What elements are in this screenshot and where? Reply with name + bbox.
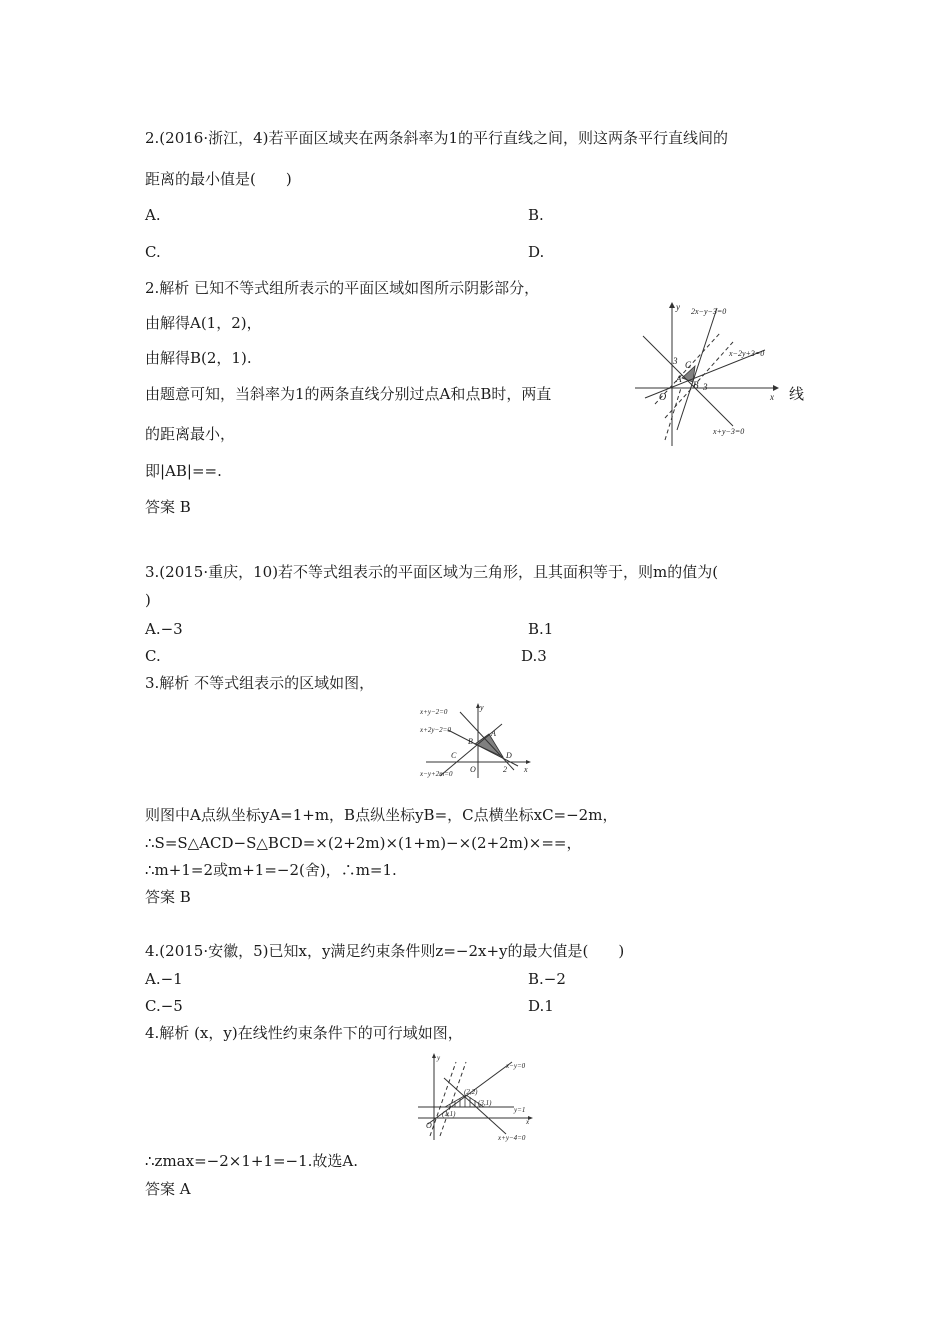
q3-fig-y-label: y (480, 703, 484, 712)
q4-answer: 答案 A (145, 1180, 191, 1198)
q4-fig-eq3: x+y−4=0 (498, 1134, 526, 1142)
q3-solution-line2: 则图中A点纵坐标yA=1+m，B点纵坐标yB=，C点横坐标xC=−2m， (145, 806, 618, 824)
q2-fig-y-label: y (676, 302, 680, 312)
q3-fig-point-b: B (468, 737, 473, 746)
q3-fig-x-label: x (524, 765, 528, 774)
q2-fig-x-label: x (770, 392, 774, 402)
q3-solution-line1: 3.解析 不等式组表示的区域如图， (145, 674, 375, 692)
q2-option-a: A. (145, 206, 161, 224)
q4-stem: 4.(2015·安徽，5)已知x，y满足约束条件则z=−2x+y的最大值是( ) (145, 942, 625, 960)
q2-fig-tick-x3: 3 (703, 382, 708, 392)
q2-fig-tick-y3: 3 (673, 356, 678, 366)
q2-stem-line2: 距离的最小值是( ) (145, 170, 292, 188)
q4-fig-point-1-1: (1,1) (442, 1110, 456, 1118)
q2-fig-eq2: x−2y+3=0 (729, 349, 765, 358)
q3-fig-origin: O (470, 765, 476, 774)
q3-fig-eq1: x+y−2=0 (420, 708, 448, 716)
q4-solution-line1: 4.解析 (x，y)在线性约束条件下的可行域如图， (145, 1024, 463, 1042)
q4-fig-x-label: x (526, 1118, 530, 1126)
q3-fig-point-c: C (451, 751, 457, 760)
q2-stem-line1: 2.(2016·浙江，4)若平面区域夹在两条斜率为1的平行直线之间，则这两条平行直线间的 (145, 129, 729, 147)
q3-fig-tick-2: 2 (503, 765, 507, 774)
q3-solution-line3: ∴S=S△ACD−S△BCD=×(2+2m)×(1+m)−×(2+2m)×==， (145, 834, 582, 852)
q3-fig-point-d: D (506, 751, 512, 760)
q2-solution-line3: 由解得B(2，1). (145, 349, 252, 367)
q2-fig-point-a: A (676, 374, 682, 384)
q4-fig-origin: O (426, 1121, 432, 1130)
q2-solution-line5: 的距离最小， (145, 425, 236, 443)
q2-answer: 答案 B (145, 498, 191, 516)
q4-solution-line2: ∴zmax=−2×1+1=−1.故选A. (145, 1152, 359, 1170)
q3-option-c: C. (145, 647, 161, 665)
q2-option-c: C. (145, 243, 161, 261)
q4-option-c: C.−5 (145, 997, 183, 1015)
q4-option-d: D.1 (528, 997, 554, 1015)
q4-fig-eq2: y=1 (514, 1106, 526, 1114)
q4-fig-point-3-1: (3,1) (478, 1099, 492, 1107)
q4-fig-y-label: y (437, 1054, 441, 1062)
q2-option-d: D. (528, 243, 545, 261)
q2-solution-line1: 2.解析 已知不等式组所表示的平面区域如图所示阴影部分， (145, 279, 540, 297)
q2-option-b: B. (528, 206, 544, 224)
q3-solution-line4: ∴m+1=2或m+1=−2(舍)，∴m=1. (145, 861, 397, 879)
q4-figure (414, 1050, 538, 1142)
q4-option-b: B.−2 (528, 970, 566, 988)
q3-figure (418, 700, 536, 782)
q2-fig-point-b: B (693, 380, 699, 390)
q3-answer: 答案 B (145, 888, 191, 906)
q2-fig-point-c: C (685, 360, 692, 370)
q2-solution-line2: 由解得A(1，2)， (145, 314, 262, 332)
q2-fig-eq3: x+y−3=0 (713, 427, 745, 436)
q3-stem-line2: ) (145, 591, 151, 609)
q3-option-b: B.1 (528, 620, 554, 638)
q4-fig-point-2-2: (2,2) (464, 1088, 478, 1096)
q4-fig-eq1: x−y=0 (506, 1062, 526, 1070)
q2-solution-line4: 由题意可知，当斜率为1的两条直线分别过点A和点B时，两直 (145, 385, 552, 403)
q4-option-a: A.−1 (145, 970, 183, 988)
q2-fig-eq1: 2x−y−3=0 (691, 307, 727, 316)
q3-option-d: D.3 (521, 647, 547, 665)
q3-fig-eq2: x+2y−2=0 (420, 726, 451, 734)
q2-figure (625, 300, 780, 448)
q3-fig-eq3: x−y+2m=0 (420, 770, 453, 778)
q3-option-a: A.−3 (145, 620, 183, 638)
q3-fig-point-a: A (491, 729, 496, 738)
q2-solution-line4-end: 线 (789, 385, 805, 403)
q2-solution-line6: 即|AB|==. (145, 462, 222, 480)
q2-fig-origin: O (659, 392, 667, 403)
q3-stem-line1: 3.(2015·重庆，10)若不等式组表示的平面区域为三角形，且其面积等于，则m的值为( (145, 563, 719, 581)
